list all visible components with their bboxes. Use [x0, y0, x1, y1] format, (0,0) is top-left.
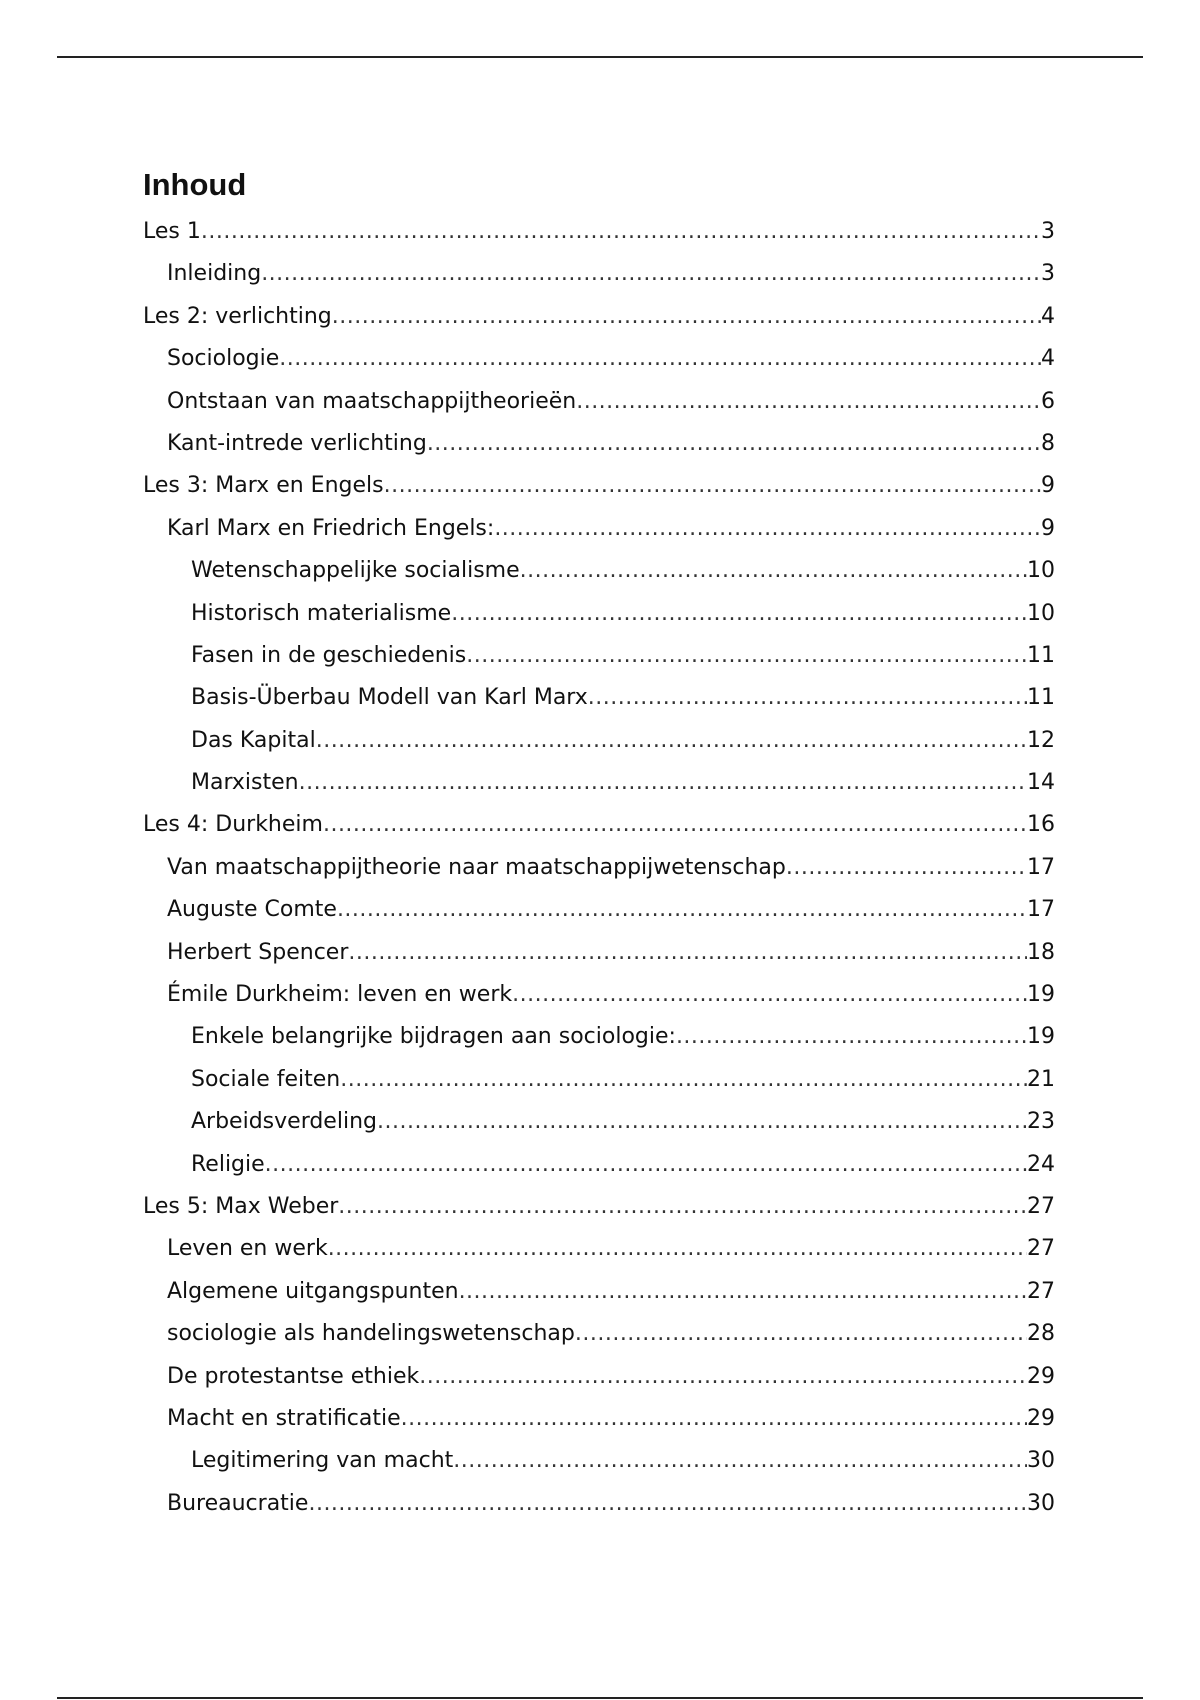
toc-page-number: 23 [1027, 1109, 1055, 1135]
toc-page-number: 12 [1027, 727, 1055, 753]
toc-entry-title: Karl Marx en Friedrich Engels: [167, 515, 495, 541]
toc-entry[interactable] [143, 1398, 1055, 1440]
toc-entry-title: Macht en stratificatie [167, 1405, 401, 1431]
toc-dot-leader [453, 1440, 1027, 1482]
toc-page-number: 14 [1027, 770, 1055, 796]
toc-entry-title: Algemene uitgangspunten [167, 1278, 459, 1304]
toc-entry[interactable] [143, 635, 1055, 677]
toc-dot-leader [332, 296, 1041, 338]
toc-entry[interactable] [143, 1101, 1055, 1143]
toc-entry-title: Bureaucratie [167, 1490, 309, 1516]
toc-page-number: 10 [1027, 558, 1055, 584]
toc-dot-leader [451, 593, 1027, 635]
toc-entry-title: Kant-intrede verlichting [167, 430, 427, 456]
toc-dot-leader [265, 1144, 1027, 1186]
toc-entry[interactable] [143, 720, 1055, 762]
toc-entry[interactable] [143, 889, 1055, 931]
toc-entry-title: Herbert Spencer [167, 939, 349, 965]
toc-page-number: 3 [1041, 219, 1055, 244]
toc-entry-title: Les 3: Marx en Engels [143, 473, 384, 499]
toc-entry-title: Religie [191, 1151, 265, 1177]
toc-dot-leader [261, 253, 1041, 295]
toc-dot-leader [328, 1228, 1027, 1270]
toc-page-number: 19 [1027, 982, 1055, 1008]
toc-page-number: 18 [1027, 939, 1055, 965]
toc-page-number: 30 [1027, 1490, 1055, 1516]
toc-dot-leader [786, 847, 1027, 889]
toc-dot-leader [201, 211, 1041, 253]
toc-entry[interactable] [143, 1016, 1055, 1058]
toc-page-number: 27 [1027, 1236, 1055, 1262]
toc-entry-title: Leven en werk [167, 1236, 328, 1262]
toc-page-number: 11 [1027, 642, 1055, 668]
toc-page-number: 19 [1027, 1024, 1055, 1050]
toc-dot-leader [279, 338, 1041, 380]
toc-dot-leader [588, 677, 1027, 719]
toc-entry[interactable] [143, 593, 1055, 635]
toc-dot-leader [459, 1271, 1027, 1313]
toc-page-number: 27 [1027, 1193, 1055, 1219]
toc-dot-leader [338, 1186, 1027, 1228]
toc-dot-leader [384, 465, 1041, 507]
toc-dot-leader [466, 635, 1027, 677]
toc-entry[interactable] [143, 1356, 1055, 1398]
toc-dot-leader [377, 1101, 1027, 1143]
toc-page-number: 8 [1041, 430, 1055, 456]
toc-page-number: 21 [1027, 1066, 1055, 1092]
toc-dot-leader [494, 508, 1041, 550]
toc-entry[interactable] [143, 762, 1055, 804]
toc-dot-leader [340, 1059, 1027, 1101]
toc-dot-leader [575, 1313, 1027, 1355]
toc-page-number: 16 [1027, 812, 1055, 838]
toc-entry-title: De protestantse ethiek [167, 1363, 420, 1389]
toc-page-number: 17 [1027, 854, 1055, 880]
toc-dot-leader [316, 720, 1027, 762]
toc-entry-title: Sociologie [167, 346, 280, 372]
toc-entry-title: Auguste Comte [167, 897, 337, 923]
toc-dot-leader [520, 550, 1027, 592]
toc-page-number: 9 [1041, 515, 1055, 541]
toc-entry[interactable] [143, 677, 1055, 719]
toc-entry[interactable] [143, 550, 1055, 592]
toc-entry-title: Legitimering van macht [191, 1448, 454, 1474]
header-rule [57, 56, 1143, 58]
toc-dot-leader [308, 1483, 1027, 1525]
toc-dot-leader [337, 889, 1027, 931]
toc-dot-leader [323, 804, 1027, 846]
toc-entry[interactable] [143, 847, 1055, 889]
toc-entry-title: Les 1 [143, 219, 201, 244]
toc-entry-title: Ontstaan van maatschappijtheorieën [167, 388, 577, 414]
toc-entry[interactable] [143, 381, 1055, 423]
toc-page-number: 11 [1027, 685, 1055, 711]
toc-entry-title: Les 5: Max Weber [143, 1193, 339, 1219]
toc-entry[interactable] [143, 1186, 1055, 1228]
toc-entry[interactable] [143, 423, 1055, 465]
toc-page-number: 10 [1027, 600, 1055, 626]
toc-entry-title: sociologie als handelingswetenschap [167, 1321, 575, 1347]
toc-dot-leader [427, 423, 1041, 465]
toc-entry[interactable] [143, 1059, 1055, 1101]
toc-entry-title: Arbeidsverdeling [191, 1109, 377, 1135]
toc-entry-title: Marxisten [191, 770, 299, 796]
toc-entry[interactable] [143, 465, 1055, 507]
toc-entry-title: Les 4: Durkheim [143, 812, 323, 838]
toc-entry[interactable] [143, 1483, 1055, 1525]
toc-entry-title: Fasen in de geschiedenis [191, 642, 467, 668]
toc-page-number: 3 [1041, 261, 1055, 287]
toc-page-number: 30 [1027, 1448, 1055, 1474]
toc-entry[interactable] [143, 804, 1055, 846]
toc-entry[interactable] [143, 1144, 1055, 1186]
toc-entry-title: Historisch materialisme [191, 600, 452, 626]
toc-dot-leader [512, 974, 1027, 1016]
toc-entry[interactable] [143, 338, 1055, 380]
toc-page-number: 29 [1027, 1405, 1055, 1431]
toc-entry[interactable] [143, 508, 1055, 550]
toc-entry[interactable] [143, 211, 1055, 253]
toc-dot-leader [576, 381, 1041, 423]
toc-entry[interactable] [143, 974, 1055, 1016]
toc-entry-title: Émile Durkheim: leven en werk [167, 982, 513, 1008]
toc-page-number: 29 [1027, 1363, 1055, 1389]
toc-dot-leader [348, 932, 1027, 974]
document-page [143, 165, 1055, 1525]
toc-entry[interactable] [143, 932, 1055, 974]
table-of-contents [143, 211, 1055, 1525]
toc-dot-leader [676, 1016, 1027, 1058]
toc-heading: Inhoud [143, 167, 247, 202]
toc-entry-title: Sociale feiten [191, 1066, 341, 1092]
toc-entry-title: Enkele belangrijke bijdragen aan sociologie: [191, 1024, 676, 1050]
toc-page-number: 4 [1041, 303, 1055, 329]
toc-entry[interactable] [143, 1228, 1055, 1270]
toc-page-number: 28 [1027, 1321, 1055, 1347]
toc-entry-title: Wetenschappelijke socialisme [191, 558, 520, 584]
toc-page-number: 6 [1041, 388, 1055, 414]
toc-page-number: 9 [1041, 473, 1055, 499]
toc-page-number: 17 [1027, 897, 1055, 923]
toc-entry-title: Van maatschappijtheorie naar maatschappijwetenschap [167, 854, 786, 880]
toc-entry[interactable] [143, 1440, 1055, 1482]
toc-page-number: 24 [1027, 1151, 1055, 1177]
toc-entry[interactable] [143, 253, 1055, 295]
toc-dot-leader [401, 1398, 1027, 1440]
footer-rule [57, 1697, 1143, 1699]
toc-entry[interactable] [143, 1271, 1055, 1313]
toc-entry-title: Inleiding [167, 261, 262, 287]
toc-entry[interactable] [143, 296, 1055, 338]
toc-page-number: 4 [1041, 346, 1055, 372]
toc-dot-leader [299, 762, 1027, 804]
toc-entry-title: Les 2: verlichting [143, 303, 332, 329]
toc-dot-leader [419, 1356, 1027, 1398]
toc-entry-title: Das Kapital [191, 727, 316, 753]
toc-page-number: 27 [1027, 1278, 1055, 1304]
toc-entry-title: Basis-Überbau Modell van Karl Marx [191, 685, 588, 711]
toc-entry[interactable] [143, 1313, 1055, 1355]
